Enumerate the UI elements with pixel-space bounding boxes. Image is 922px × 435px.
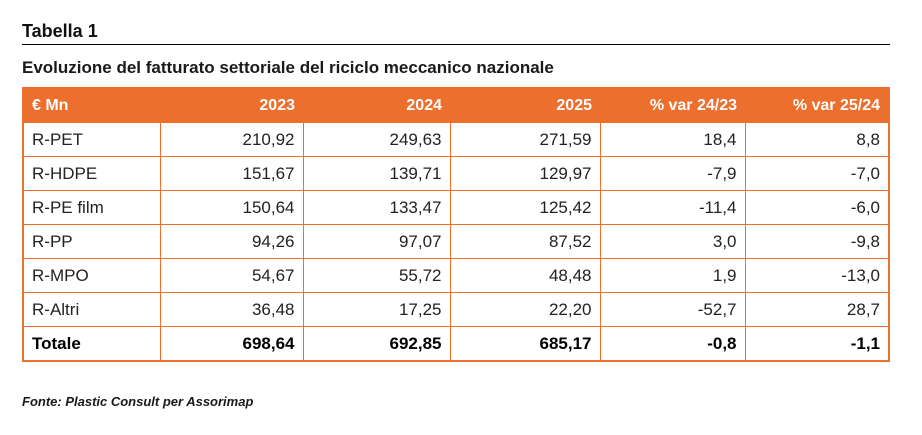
- row-label: R-Altri: [23, 293, 160, 327]
- title-divider: [22, 44, 890, 45]
- table-cell: 28,7: [745, 293, 889, 327]
- total-label: Totale: [23, 327, 160, 362]
- column-header-2024: 2024: [303, 88, 450, 123]
- table-cell: 125,42: [450, 191, 600, 225]
- row-label: R-HDPE: [23, 157, 160, 191]
- table-row: [23, 157, 889, 191]
- table-cell: 133,47: [303, 191, 450, 225]
- table-header-row: [23, 88, 889, 123]
- row-label: R-PET: [23, 123, 160, 157]
- column-header-2025: 2025: [450, 88, 600, 123]
- table-cell: 151,67: [160, 157, 303, 191]
- row-label: R-MPO: [23, 259, 160, 293]
- row-label: R-PP: [23, 225, 160, 259]
- table-cell: 139,71: [303, 157, 450, 191]
- table-cell: -6,0: [745, 191, 889, 225]
- column-header-unit: € Mn: [23, 88, 160, 123]
- table-cell: 94,26: [160, 225, 303, 259]
- table-cell: 22,20: [450, 293, 600, 327]
- table-row: [23, 123, 889, 157]
- table-cell: 54,67: [160, 259, 303, 293]
- table-cell: 87,52: [450, 225, 600, 259]
- total-cell: -1,1: [850, 333, 880, 353]
- table-cell: -7,0: [745, 157, 889, 191]
- table-cell: 129,97: [450, 157, 600, 191]
- total-cell: 685,17: [450, 327, 600, 362]
- table-cell: 55,72: [303, 259, 450, 293]
- table-cell: 1,9: [600, 259, 745, 293]
- table-row: [23, 293, 889, 327]
- column-header-2023: 2023: [160, 88, 303, 123]
- table-row: [23, 191, 889, 225]
- row-label: R-PE film: [23, 191, 160, 225]
- table-cell: 3,0: [600, 225, 745, 259]
- total-row: [23, 327, 889, 362]
- column-header-var-25-24: % var 25/24: [745, 88, 889, 123]
- table-cell: 249,63: [303, 123, 450, 157]
- total-cell: 692,85: [303, 327, 450, 362]
- table-cell: 48,48: [450, 259, 600, 293]
- table-cell: 36,48: [160, 293, 303, 327]
- revenue-table: [22, 87, 890, 362]
- table-row: [23, 225, 889, 259]
- table-cell: -11,4: [600, 191, 745, 225]
- table-cell: -13,0: [745, 259, 889, 293]
- table-cell: 18,4: [600, 123, 745, 157]
- table-title: Evoluzione del fatturato settoriale del riciclo meccanico nazionale: [22, 58, 554, 77]
- table-cell: 271,59: [450, 123, 600, 157]
- table-cell: -52,7: [600, 293, 745, 327]
- total-cell: 698,64: [160, 327, 303, 362]
- table-cell: 150,64: [160, 191, 303, 225]
- source-note: Fonte: Plastic Consult per Assorimap: [22, 394, 254, 409]
- table-cell: 210,92: [160, 123, 303, 157]
- table-row: [23, 259, 889, 293]
- table-cell: 17,25: [303, 293, 450, 327]
- total-cell: -0,8: [600, 327, 745, 362]
- table-cell: -9,8: [745, 225, 889, 259]
- column-header-var-24-23: % var 24/23: [600, 88, 745, 123]
- table-cell: 8,8: [745, 123, 889, 157]
- table-cell: -7,9: [600, 157, 745, 191]
- table-cell: 97,07: [303, 225, 450, 259]
- table-number-label: Tabella 1: [22, 21, 98, 41]
